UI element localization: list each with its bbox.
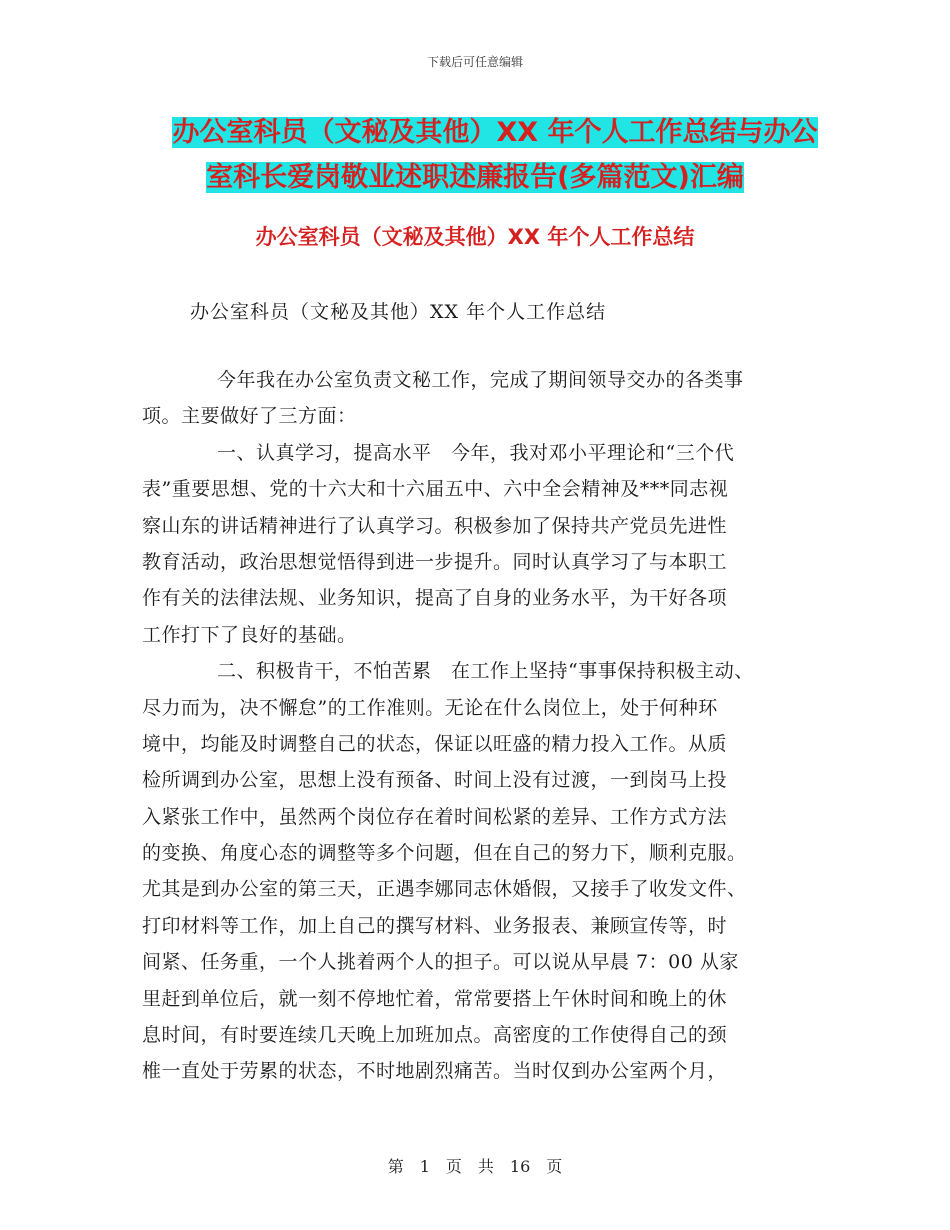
title-line-1: 办公室科员（文秘及其他）XX 年个人工作总结与办公 xyxy=(172,117,818,148)
paragraph-line: 打印材料等工作，加上自己的撰写材料、业务报表、兼顾宣传等，时 xyxy=(142,914,728,937)
paragraph-line: 一、认真学习，提高水平 今年，我对邓小平理论和“三个代 xyxy=(217,441,735,464)
paragraph-line: 表”重要思想、党的十六大和十六届五中、六中全会精神及***同志视 xyxy=(142,478,729,501)
section-title: 办公室科员（文秘及其他）XX 年个人工作总结 xyxy=(255,225,695,249)
body-text xyxy=(142,362,822,1090)
paragraph-line: 作有关的法律法规、业务知识，提高了自身的业务水平，为干好各项 xyxy=(142,587,728,610)
paragraph-line: 尤其是到办公室的第三天，正遇李娜同志休婚假，又接手了收发文件、 xyxy=(142,878,747,901)
paragraph-line: 椎一直处于劳累的状态，不时地剧烈痛苦。当时仅到办公室两个月， xyxy=(142,1060,728,1083)
paragraph-line: 境中，均能及时调整自己的状态，保证以旺盛的精力投入工作。从质 xyxy=(142,732,728,755)
paragraph-line: 二、积极肯干，不怕苦累 在工作上坚持“事事保持积极主动、 xyxy=(217,660,754,683)
paragraph-line: 的变换、角度心态的调整等多个问题，但在自己的努力下，顺利克服。 xyxy=(142,842,747,865)
title-line-2: 室科长爱岗敬业述职述廉报告(多篇范文)汇编 xyxy=(206,162,744,193)
paragraph-line: 教育活动，政治思想觉悟得到进一步提升。同时认真学习了与本职工 xyxy=(142,550,728,573)
paragraph-line: 检所调到办公室，思想上没有预备、时间上没有过渡，一到岗马上投 xyxy=(142,769,728,792)
paragraph-line: 工作打下了良好的基础。 xyxy=(142,623,357,646)
paragraph-line: 入紧张工作中，虽然两个岗位存在着时间松紧的差异、工作方式方法 xyxy=(142,805,728,828)
subtitle: 办公室科员（文秘及其他）XX 年个人工作总结 xyxy=(190,301,607,323)
document-title xyxy=(0,110,950,200)
paragraph-line: 尽力而为，决不懈怠”的工作准则。无论在什么岗位上，处于何种环 xyxy=(142,696,718,719)
paragraph-line: 间紧、任务重，一个人挑着两个人的担子。可以说从早晨 7：00 从家 xyxy=(142,951,739,974)
page-footer: 第 1 页 共 16 页 xyxy=(387,1157,563,1176)
paragraph-line: 今年我在办公室负责文秘工作，完成了期间领导交办的各类事 xyxy=(217,369,744,391)
paragraph-line: 息时间，有时要连续几天晚上加班加点。高密度的工作使得自己的颈 xyxy=(142,1024,728,1047)
paragraph-line: 察山东的讲话精神进行了认真学习。积极参加了保持共产党员先进性 xyxy=(142,514,728,537)
paragraph-line: 里赶到单位后，就一刻不停地忙着，常常要搭上午休时间和晚上的休 xyxy=(142,987,728,1010)
paragraph-line: 项。主要做好了三方面： xyxy=(142,405,357,428)
download-note: 下载后可任意编辑 xyxy=(426,55,523,69)
